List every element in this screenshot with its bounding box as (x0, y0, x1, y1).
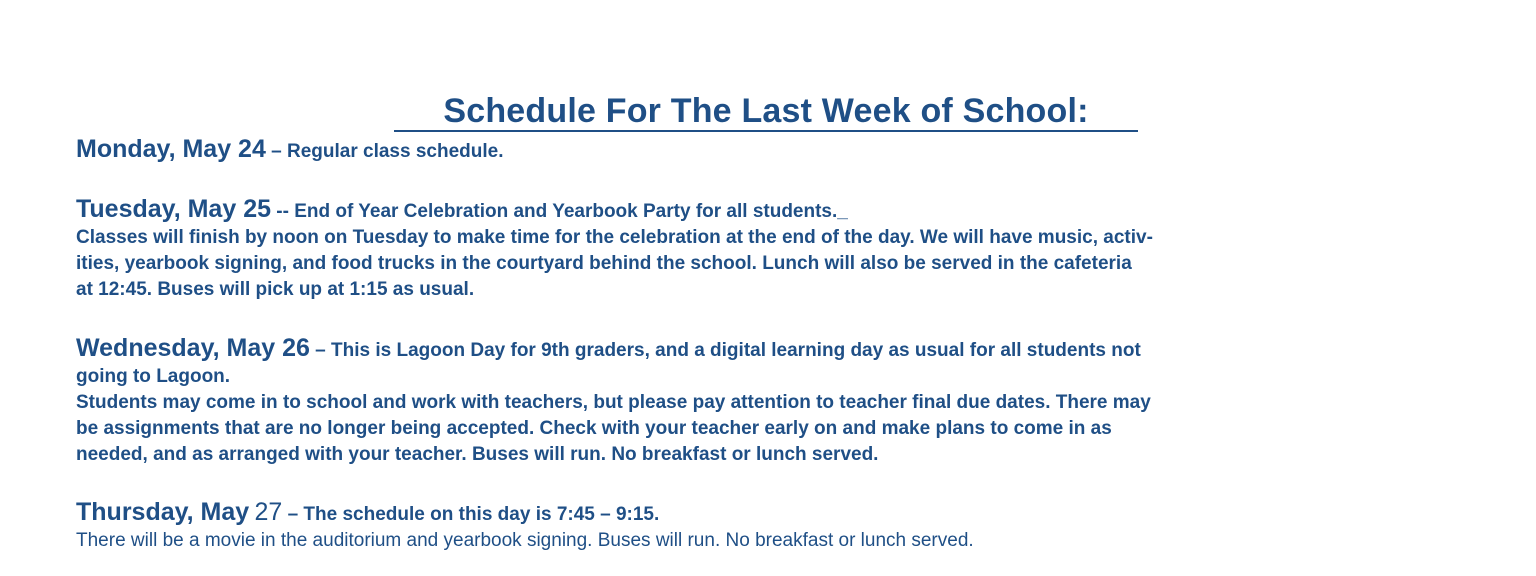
day-section-tuesday (76, 196, 1476, 303)
day-detail-line: going to Lagoon. (76, 366, 231, 387)
day-section-thursday (76, 499, 1476, 554)
day-heading (76, 335, 1476, 364)
day-date: Wednesday, May 26 (76, 334, 310, 362)
day-detail-line: at 12:45. Buses will pick up at 1:15 as usual. (76, 279, 475, 300)
day-detail-line: Students may come in to school and work with teachers, but please pay attention to teacher final due dates. There may (76, 392, 1151, 413)
page-title: Schedule For The Last Week of School: (394, 92, 1138, 132)
day-detail-line: Classes will finish by noon on Tuesday to make time for the celebration at the end of the day. We will have music, activ- (76, 227, 1153, 248)
day-separator: -- (271, 201, 295, 222)
day-heading (76, 196, 1476, 225)
day-date: Tuesday, May 25 (76, 195, 271, 223)
day-headline: The schedule on this day is 7:45 – 9:15. (303, 504, 660, 525)
day-date-number: 27 (254, 498, 283, 526)
day-headline: This is Lagoon Day for 9th graders, and a digital learning day as usual for all students not (331, 340, 1141, 361)
day-detail-line: ities, yearbook signing, and food trucks in the courtyard behind the school. Lunch will also be served in the cafeteria (76, 253, 1132, 274)
day-detail-line: needed, and as arranged with your teacher. Buses will run. No breakfast or lunch served. (76, 444, 879, 465)
day-section-wednesday (76, 335, 1476, 468)
day-date: Monday, May 24 (76, 135, 266, 163)
day-detail-line: be assignments that are no longer being accepted. Check with your teacher early on and make plans to come in as (76, 418, 1112, 439)
day-separator: – (265, 141, 287, 162)
day-separator: – (309, 340, 332, 361)
day-date: Thursday, May (76, 498, 250, 526)
day-separator: – (282, 504, 304, 525)
day-headline: Regular class schedule. (287, 141, 504, 162)
day-heading (76, 136, 1476, 165)
day-headline: End of Year Celebration and Yearbook Party for all students._ (294, 201, 848, 222)
day-section-monday (76, 136, 1476, 165)
day-detail-line: There will be a movie in the auditorium and yearbook signing. Buses will run. No breakfast or lunch served. (76, 530, 974, 551)
day-heading (76, 499, 1476, 528)
